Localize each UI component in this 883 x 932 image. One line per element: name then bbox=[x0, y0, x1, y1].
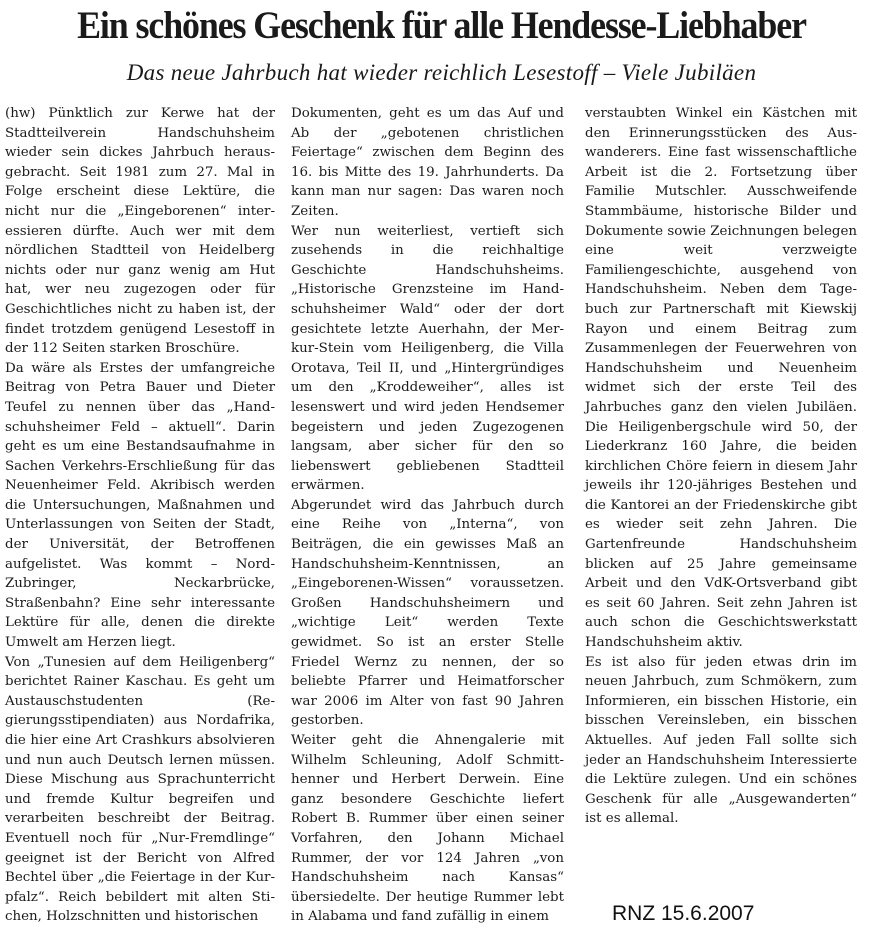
article-paragraph: Da wäre als Erstes der umfangreiche Beitrag von Petra Bauer und Dieter Teufel zu nennen über das „Handschuhsheimer Feld – aktuell“. Darin geht es um eine Bestandsaufnahme in Sachen Verkehrs-Erschließung für das Neuenheimer Feld. Akribisch werden die Untersuchungen, Maßnahmen und Unterlassungen von Seiten der Stadt, der Universität, der Betroffenen aufgelistet. Was kommt – Nord-Zubringer, Neckarbrücke, Straßenbahn? Eine sehr interessante Lektüre für alle, denen die direkte Umwelt am Herzen liegt. bbox=[5, 360, 275, 651]
source-citation: RNZ 15.6.2007 bbox=[612, 902, 755, 925]
article-paragraph: verstaubten Winkel ein Kästchen mit den Erinnerungsstücken des Auswanderers. Eine fast wissenschaftliche Arbeit ist die 2. Fortsetzung über Familie Mutschler. Ausschweifende Stammbäume, historische Bilder und Dokumente sowie Zeichnungen belegen eine weit verzweigte Familiengeschichte, ausgehend von Handschuhsheim. Neben dem Tagebuch zur Partnerschaft mit Kiewskij Rayon und einem Beitrag zum Zusammenlegen der Feuerwehren von Handschuhsheim und Neuenheim widmet sich der erste Teil des Jahrbuches ganz den vielen Jubiläen. Die Heiligenbergschule wird 50, der Liederkranz 160 Jahre, die beiden kirchlichen Chöre feiern in diesem Jahr jeweils ihr 120-jähriges Bestehen und die Kantorei an der Friedenskirche gibt es wieder seit zehn Jahren. Die Gartenfreunde Handschuhsheim blicken auf 25 Jahre gemeinsame Arbeit und den VdK-Ortsverband gibt es seit 60 Jahren. Seit zehn Jahren ist auch schon die Geschichtswerkstatt Handschuhsheim aktiv. bbox=[585, 106, 857, 651]
article-paragraph: Es ist also für jeden etwas drin im neuen Jahrbuch, zum Schmökern, zum Informieren, ein bisschen Historie, ein bisschen Vereinsleben, ein bisschen Aktuelles. Auf jeden Fall sollte sich jeder an Handschuhsheim Interessierte die Lektüre zulegen. Und ein schönes Geschenk für alle „Ausgewanderten“ ist es allemal. bbox=[585, 654, 857, 827]
article-headline: Ein schönes Geschenk für alle Hendesse-Liebhaber bbox=[77, 4, 806, 47]
article-paragraph: Abgerundet wird das Jahrbuch durch eine Reihe von „Interna“, von Beiträgen, die ein gewisses Maß an Handschuhsheim-Kenntnissen, an „Eingeborenen-Wissen“ voraussetzen. Großen Handschuhsheimern und „wichtige Leit“ werden Texte gewidmet. So ist an erster Stelle Friedel Wernz zu nennen, der so beliebte Pfarrer und Heimatforscher war 2006 im Alter von fast 90 Jahren gestorben. bbox=[291, 497, 564, 729]
article-paragraph: Wer nun weiterliest, vertieft sich zusehends in die reichhaltige Geschichte Handschuhsheims. „Historische Grenzsteine im Handschuhsheimer Wald“ oder der dort gesichtete letzte Auerhahn, der Merkur-Stein vom Heiligenberg, die Villa Orotava, Teil II, und „Hintergründiges um den „Kroddeweiher“, alles ist lesenswert und wird jeden Hendsemer begeistern und jeden Zugezogenen langsam, aber sicher für den so liebenswert gebliebenen Stadtteil erwärmen. bbox=[291, 223, 564, 494]
article-paragraph: Von „Tunesien auf dem Heiligenberg“ berichtet Rainer Kaschau. Es geht um Austauschstudenten (Regierungsstipendiaten) aus Nordafrika, die hier eine Art Crashkurs absolvieren und nun auch Deutsch lernen müssen. Diese Mischung aus Sprachunterricht und fremde Kultur begreifen und verarbeiten beschreibt der Beitrag. Eventuell noch für „Nur-Fremdlinge“ geeignet ist der Bericht von Alfred Bechtel über „die Feiertage in der Kurpfalz“. Reich bebildert mit alten Stichen, Holzschnitten und historischen bbox=[5, 654, 275, 925]
article-paragraph: Dokumenten, geht es um das Auf und Ab der „gebotenen christlichen Feiertage“ zwischen dem Beginn des 16. bis Mitte des 19. Jahrhunderts. Da kann man nur sagen: Das waren noch Zeiten. bbox=[291, 106, 564, 219]
article-subheadline: Das neue Jahrbuch hat wieder reichlich Lesestoff – Viele Jubiläen bbox=[126, 60, 757, 85]
article-paragraph: Weiter geht die Ahnengalerie mit Wilhelm Schleuning, Adolf Schmitthenner und Herbert Derwein. Eine ganz besondere Geschichte liefert Robert B. Rummer über einen seiner Vorfahren, den Johann Michael Rummer, der vor 124 Jahren „von Handschuhsheim nach Kansas“ übersiedelte. Der heutige Rummer lebt in Alabama und fand zufällig in einem bbox=[291, 733, 564, 925]
article-column-1 bbox=[5, 104, 275, 927]
article-paragraph: (hw) Pünktlich zur Kerwe hat der Stadtteilverein Handschuhsheim wieder sein dickes Jahrbuch herausgebracht. Seit 1981 zum 27. Mal in Folge erscheint diese Lektüre, die nicht nur die „Eingeborenen“ interessieren dürfte. Auch wer mit dem nördlichen Stadtteil von Heidelberg nichts oder nur ganz wenig am Hut hat, wer neu zugezogen oder für Geschichtliches nicht zu haben ist, der findet trotzdem genügend Lesestoff in der 112 Seiten starken Broschüre. bbox=[5, 106, 275, 357]
article-column-3 bbox=[585, 104, 857, 829]
article-column-2 bbox=[291, 104, 564, 927]
